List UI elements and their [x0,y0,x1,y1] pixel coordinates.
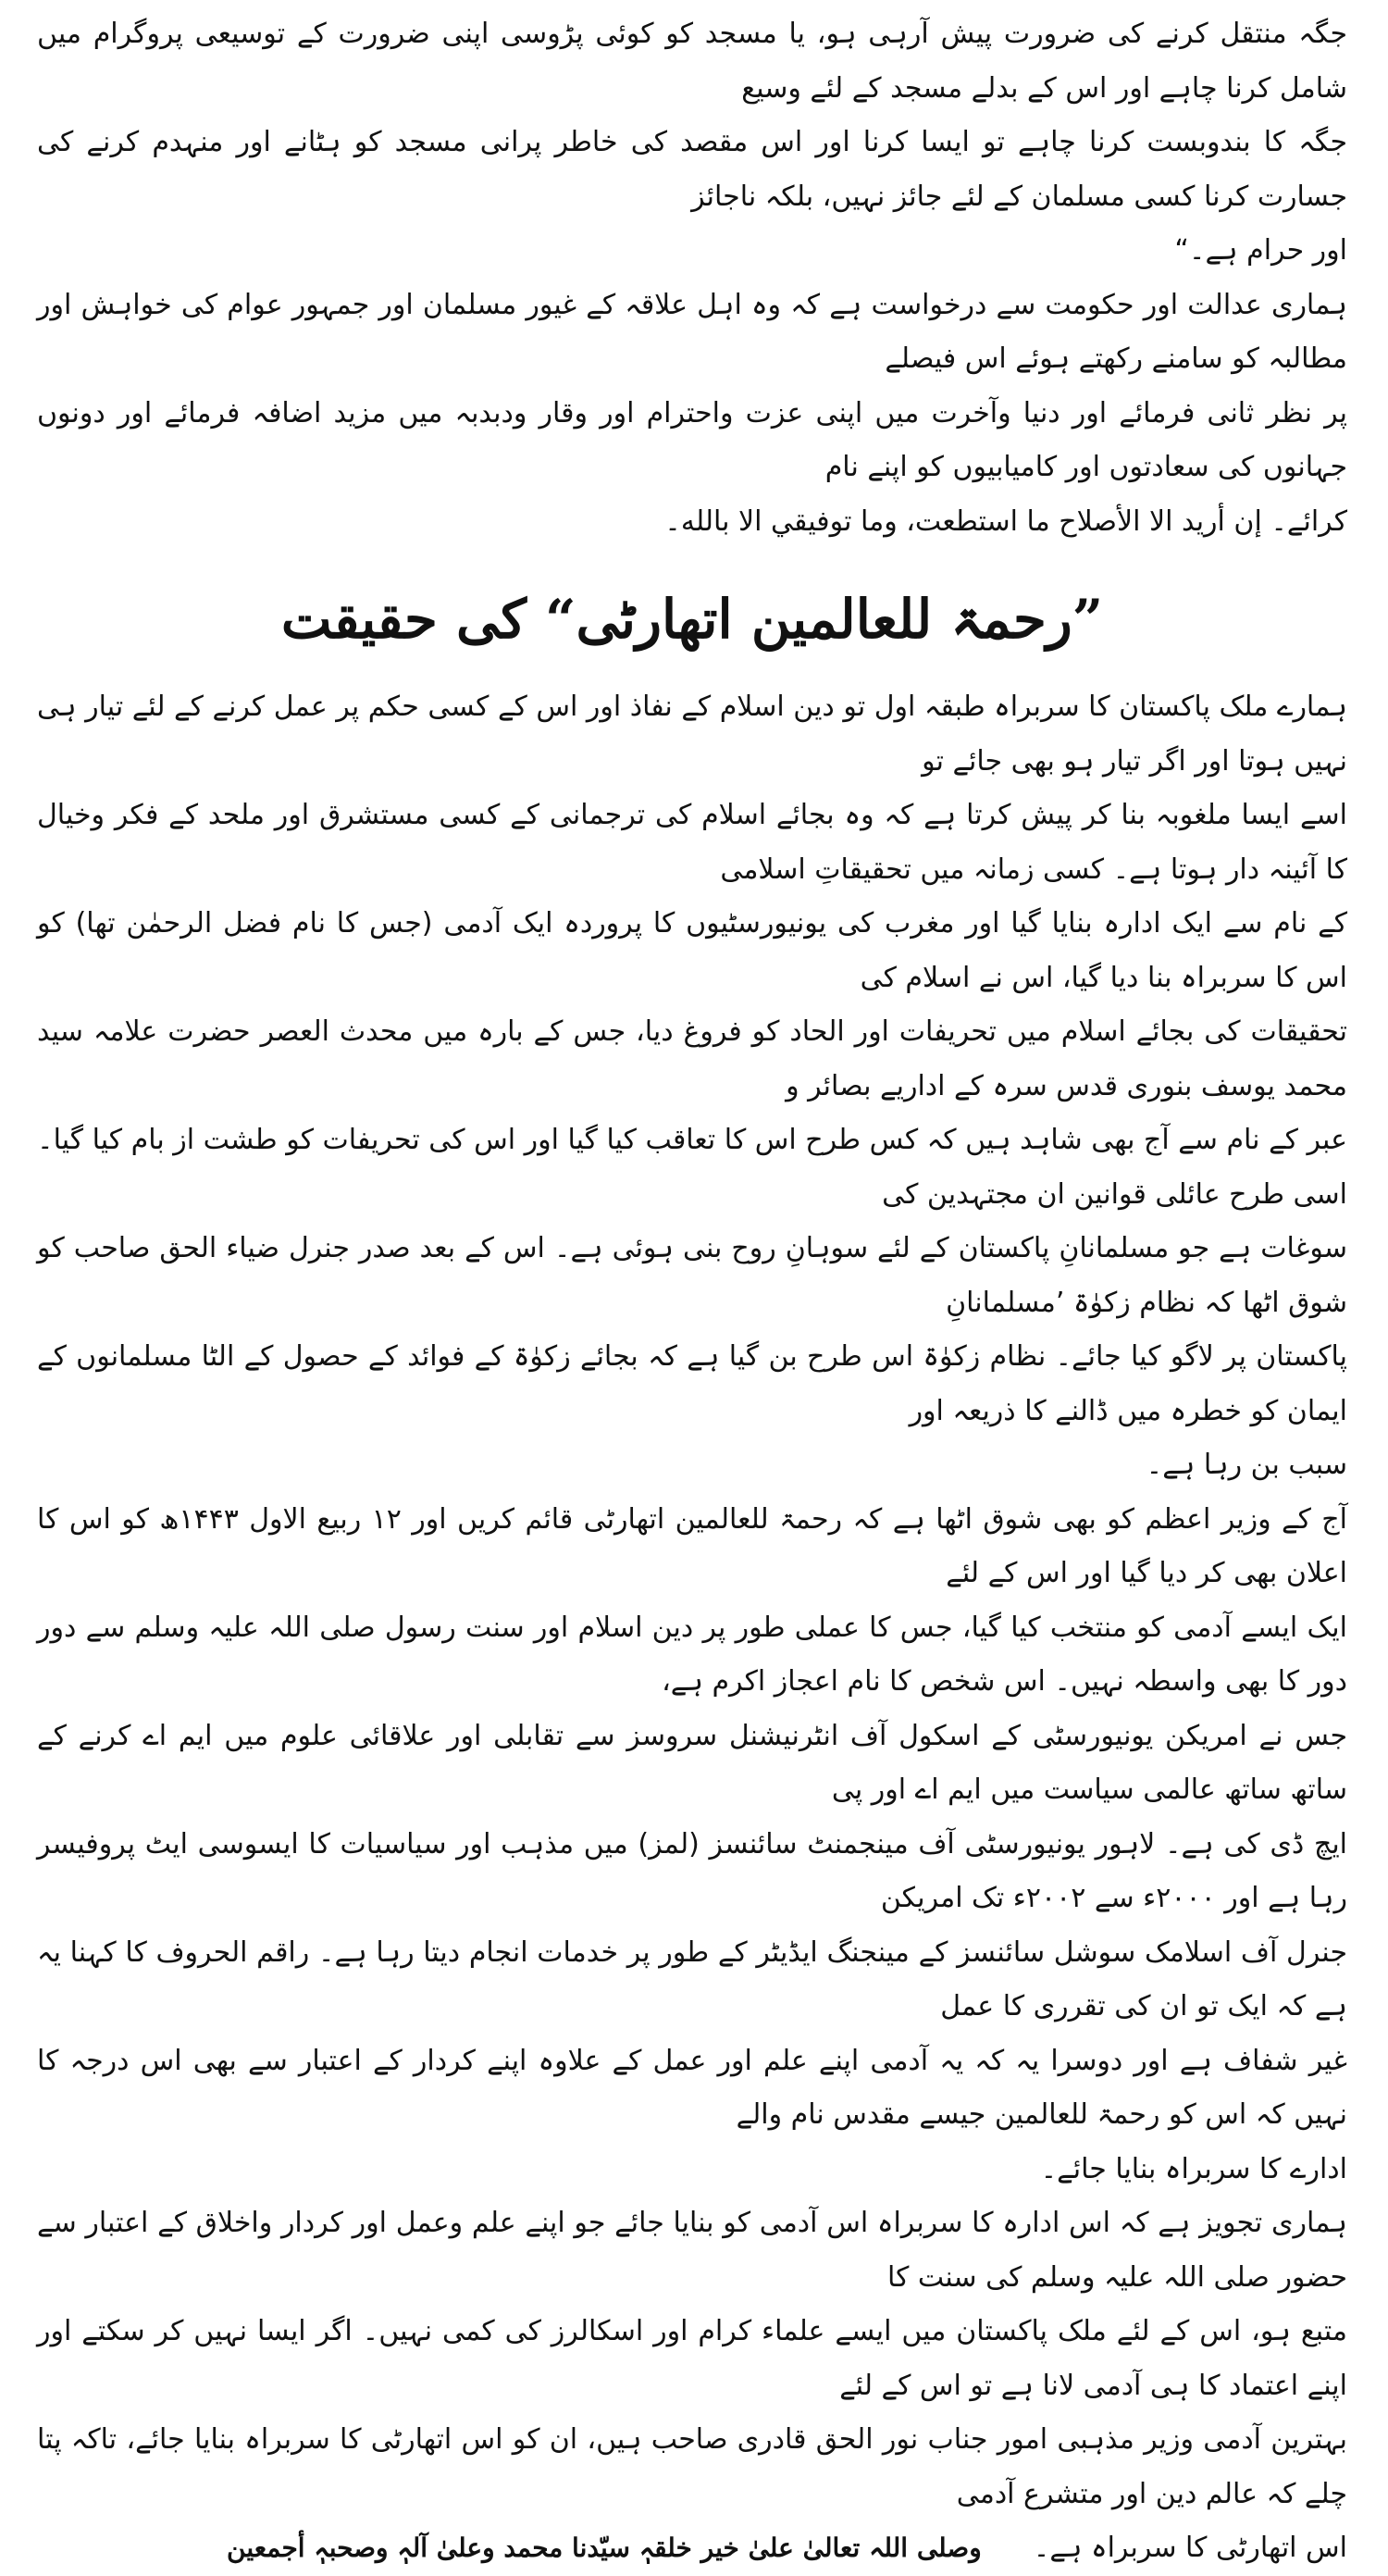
text-line: جگہ کا بندوبست کرنا چاہے تو ایسا کرنا اور اس مقصد کی خاطر پرانی مسجد کو ہٹانے اور منہدم کرنے کی جسارت کرنا کسی مسلمان کے لئے جائز نہیں، بلکہ ناجائز [37,126,1347,213]
text-line: ایچ ڈی کی ہے۔ لاہور یونیورسٹی آف مینجمنٹ سائنسز (لمز) میں مذہب اور سیاسیات کا ایسوسی ایٹ پروفیسر رہا ہے اور ۲۰۰۰ء سے ۲۰۰۲ء تک امریکن [37,1827,1347,1914]
text-line: عبر کے نام سے آج بھی شاہد ہیں کہ کس طرح اس کا تعاقب کیا گیا اور اس کی تحریفات کو طشت از بام کیا گیا۔ اسی طرح عائلی قوانین ان مجتہدین کی [37,1124,1347,1211]
text-line: جگہ منتقل کرنے کی ضرورت پیش آرہی ہو، یا مسجد کو کوئی پڑوسی اپنی ضرورت کے توسیعی پروگرام میں شامل کرنا چاہے اور اس کے بدلے مسجد کے لئے وسیع [37,18,1347,105]
article-paragraph-3 [37,2196,1347,2521]
quoted-fatwa-paragraph [37,7,1347,279]
article-paragraph-2 [37,1493,1347,2197]
text-line: ہمارے ملک پاکستان کا سربراہ طبقہ اول تو دین اسلام کے نفاذ اور اس کے کسی حکم پر عمل کرنے کے لئے تیار ہی نہیں ہوتا اور اگر تیار ہو بھی جائے تو [37,691,1347,778]
article-title: ”رحمۃ للعالمین اتھارٹی“ کی حقیقت [280,588,1104,651]
text-line: سوغات ہے جو مسلمانانِ پاکستان کے لئے سوہانِ روح بنی ہوئی ہے۔ اس کے بعد صدر جنرل ضیاء الحق صاحب کو شوق اٹھا کہ نظام زکوٰۃ ’مسلمانانِ [37,1232,1347,1319]
text-line: پر نظر ثانی فرمائے اور دنیا وآخرت میں اپنی عزت واحترام اور وقار ودبدبہ میں مزید اضافہ فرمائے اور دونوں جہانوں کی سعادتوں اور کامیابیوں کو اپنے نام [37,396,1347,483]
text-line: بہترین آدمی وزیر مذہبی امور جناب نور الحق قادری صاحب ہیں، ان کو اس اتھارٹی کا سربراہ بنایا جائے، تاکہ پتا چلے کہ عالم دین اور متشرع آدمی [37,2423,1347,2510]
article-paragraph-1 [37,680,1347,1493]
closing-line: اس اتھارٹی کا سربراہ ہے۔ [1033,2532,1347,2564]
request-paragraph [37,279,1347,550]
closing-row [37,2521,1347,2576]
closing-dua: وصلی اللہ تعالیٰ علیٰ خیر خلقہٖ سیّدنا محمد وعلیٰ آلہٖ وصحبہٖ أجمعین [227,2532,982,2563]
text-line: تحقیقات کی بجائے اسلام میں تحریفات اور الحاد کو فروغ دیا، جس کے بارہ میں محدث العصر حضرت علامہ سید محمد یوسف بنوری قدس سرہ کے اداریے بصائر و [37,1015,1347,1102]
text-line: اسے ایسا ملغوبہ بنا کر پیش کرتا ہے کہ وہ بجائے اسلام کی ترجمانی کے کسی مستشرق اور ملحد کے فکر وخیال کا آئینہ دار ہوتا ہے۔ کسی زمانہ میں تحقیقاتِ اسلامی [37,799,1347,886]
text-line: کرائے۔ إن أريد الا الأصلاح ما استطعت، وما توفيقي الا بالله۔ [664,504,1347,538]
text-line: ایک ایسے آدمی کو منتخب کیا گیا، جس کا عملی طور پر دین اسلام اور سنت رسول صلی اللہ علیہ وسلم سے دور دور کا بھی واسطہ نہیں۔ اس شخص کا نام اعجاز اکرم ہے، [37,1611,1347,1698]
text-line: جس نے امریکن یونیورسٹی کے اسکول آف انٹرنیشنل سروسز سے تقابلی اور علاقائی علوم میں ایم اے کرنے کے ساتھ ساتھ عالمی سیاست میں ایم اے اور پی [37,1719,1347,1806]
text-line: غیر شفاف ہے اور دوسرا یہ کہ یہ آدمی اپنے علم اور عمل کے علاوہ اپنے کردار کے اعتبار سے بھی اس درجہ کا نہیں کہ اس کو رحمۃ للعالمین جیسے مقدس نام والے [37,2044,1347,2131]
text-line: ہماری تجویز ہے کہ اس ادارہ کا سربراہ اس آدمی کو بنایا جائے جو اپنے علم وعمل اور کردار واخلاق کے اعتبار سے حضور صلی اللہ علیہ وسلم کی سنت کا [37,2207,1347,2294]
text-line: ادارے کا سربراہ بنایا جائے۔ [1040,2152,1347,2185]
text-line: ہماری عدالت اور حکومت سے درخواست ہے کہ وہ اہل علاقہ کے غیور مسلمان اور جمہور عوام کی خواہش اور مطالبہ کو سامنے رکھتے ہوئے اس فیصلے [37,288,1347,375]
text-line: آج کے وزیر اعظم کو بھی شوق اٹھا ہے کہ رحمۃ للعالمین اتھارٹی قائم کریں اور ۱۲ ربیع الاول ۱۴۴۳ھ کو اس کا اعلان بھی کر دیا گیا اور اس کے لئے [37,1502,1347,1589]
text-line: جنرل آف اسلامک سوشل سائنسز کے مینجنگ ایڈیٹر کے طور پر خدمات انجام دیتا رہا ہے۔ راقم الحروف کا کہنا یہ ہے کہ ایک تو ان کی تقرری کا عمل [37,1935,1347,2022]
text-line: متبع ہو، اس کے لئے ملک پاکستان میں ایسے علماء کرام اور اسکالرز کی کمی نہیں۔ اگر ایسا نہیں کر سکتے اور اپنے اعتماد کا ہی آدمی لانا ہے تو اس کے لئے [37,2315,1347,2402]
text-line: کے نام سے ایک ادارہ بنایا گیا اور مغرب کی یونیورسٹیوں کا پروردہ ایک آدمی (جس کا نام فضل الرحمٰن تھا) کو اس کا سربراہ بنا دیا گیا، اس نے اسلام کی [37,907,1347,994]
text-line: پاکستان پر لاگو کیا جائے۔ نظام زکوٰۃ اس طرح بن گیا ہے کہ بجائے زکوٰۃ کے فوائد کے حصول کے الٹا مسلمانوں کے ایمان کو خطرہ میں ڈالنے کا ذریعہ اور [37,1340,1347,1427]
text-line: اور حرام ہے۔“ [1174,234,1347,267]
text-line: سبب بن رہا ہے۔ [1146,1449,1347,1481]
